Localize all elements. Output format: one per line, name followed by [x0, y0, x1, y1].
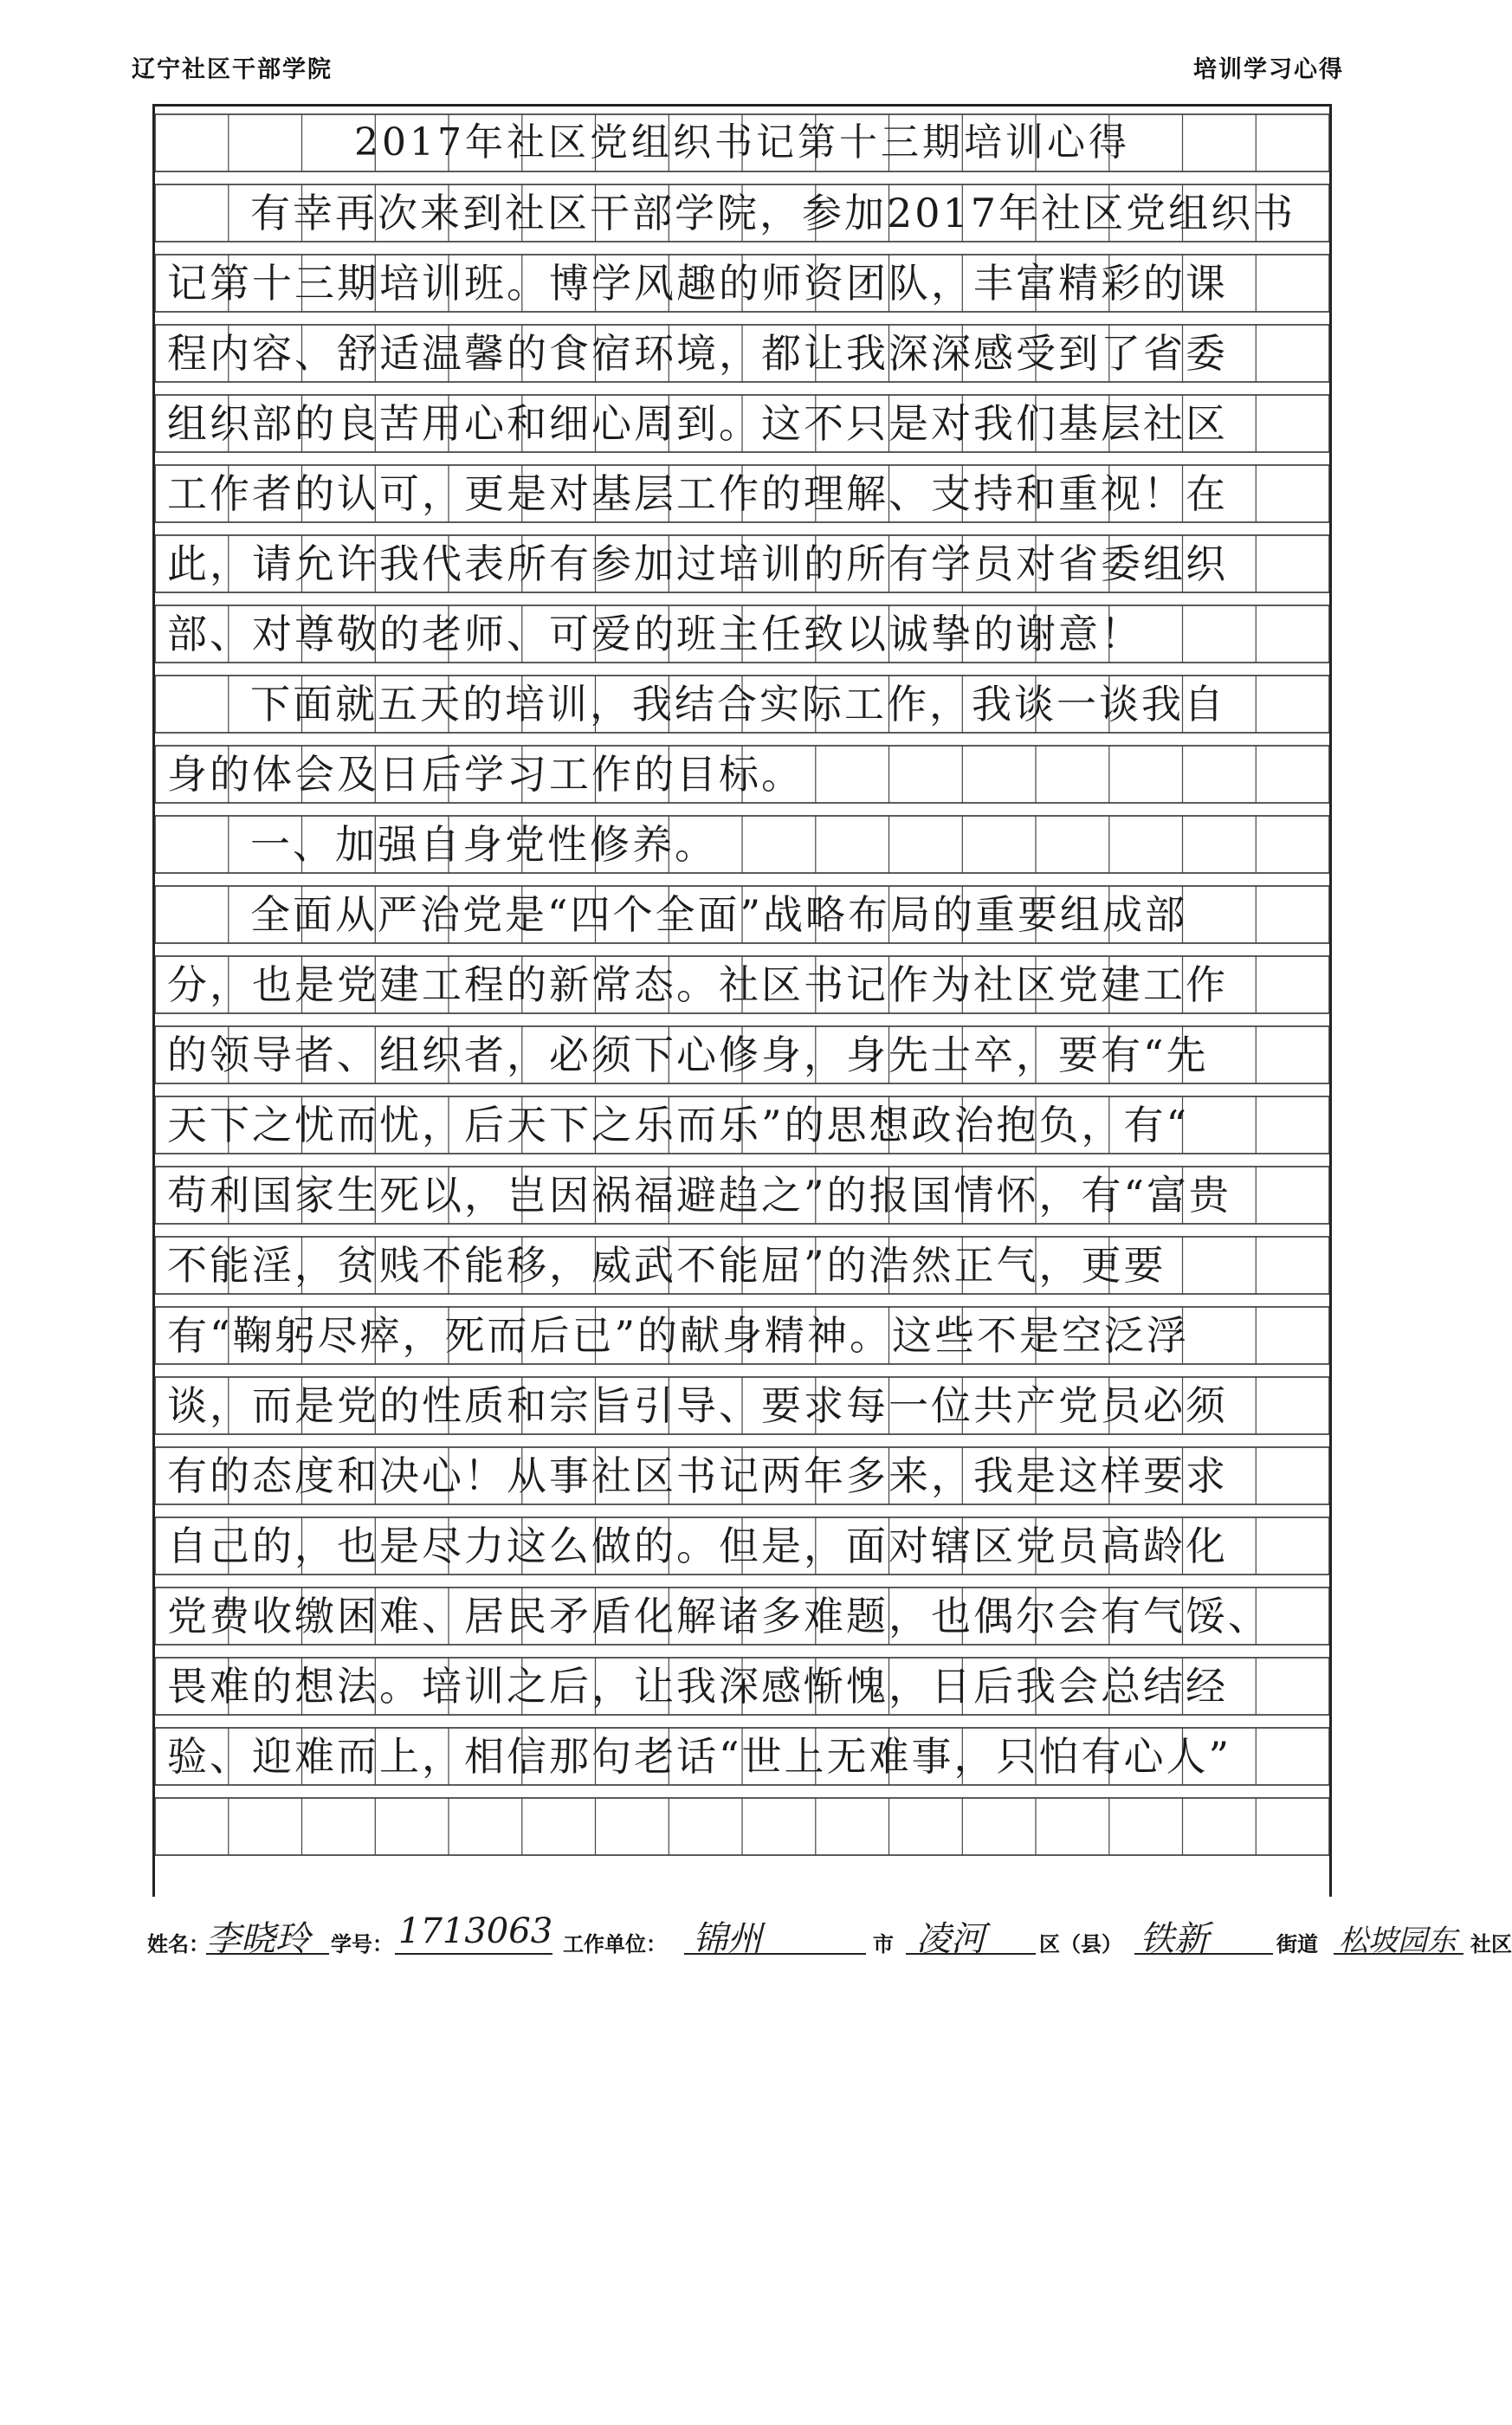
community-suffix: 社区 [1470, 1932, 1512, 1956]
community-underline [1334, 1953, 1464, 1955]
essay-line: 的领导者、组织者，必须下心修身，身先士卒，要有“先 [167, 1031, 1209, 1078]
essay-line: 谈，而是党的性质和宗旨引导、要求每一位共产党员必须 [167, 1382, 1228, 1429]
essay-line: 畏难的想法。培训之后，让我深感惭愧，日后我会总结经 [167, 1663, 1228, 1710]
district-value: 凌河 [916, 1919, 985, 1959]
street-underline [1134, 1953, 1273, 1955]
essay-line: 组织部的良苦用心和细心周到。这不只是对我们基层社区 [167, 400, 1228, 447]
name-value: 李晓玲 [206, 1919, 310, 1959]
essay-line: 全面从严治党是“四个全面”战略布局的重要组成部 [250, 891, 1188, 938]
essay-line: 苟利国家生死以，岂因祸福避趋之”的报国情怀，有“富贵 [167, 1172, 1232, 1219]
district-suffix: 区（县） [1039, 1932, 1122, 1956]
writing-grid-sheet [152, 104, 1332, 1897]
essay-line: 部、对尊敬的老师、可爱的班主任致以诚挚的谢意！ [167, 611, 1143, 657]
city-underline [684, 1953, 866, 1955]
work-unit-label: 工作单位： [563, 1932, 667, 1956]
essay-line: 此，请允许我代表所有参加过培训的所有学员对省委组织 [167, 540, 1228, 587]
author-info-footer [130, 1910, 1512, 1962]
essay-line: 自己的，也是尽力这么做的。但是，面对辖区党员高龄化 [167, 1523, 1228, 1569]
essay-line: 验、迎难而上，相信那句老话“世上无难事，只怕有心人” [167, 1733, 1232, 1780]
essay-line: 不能淫，贫贱不能移，威武不能屈”的浩然正气，更要 [167, 1242, 1166, 1289]
city-suffix: 市 [873, 1932, 894, 1956]
institution-name: 辽宁社区干部学院 [132, 56, 333, 83]
city-value: 锦州 [693, 1919, 762, 1959]
community-value: 松坡园东 [1339, 1924, 1457, 1958]
name-label: 姓名： [147, 1932, 210, 1956]
street-suffix: 街道 [1276, 1932, 1318, 1956]
district-underline [906, 1953, 1036, 1955]
document-type: 培训学习心得 [1193, 56, 1344, 83]
essay-line: 有幸再次来到社区干部学院，参加2017年社区党组织书 [250, 190, 1296, 236]
student-id-underline [395, 1953, 552, 1955]
essay-line: 身的体会及日后学习工作的目标。 [167, 751, 804, 798]
essay-line: 分，也是党建工程的新常态。社区书记作为社区党建工作 [167, 961, 1228, 1008]
essay-line: 天下之忧而忧，后天下之乐而乐”的思想政治抱负，有“ [167, 1102, 1190, 1148]
essay-line: 工作者的认可，更是对基层工作的理解、支持和重视！在 [167, 470, 1228, 517]
essay-line: 程内容、舒适温馨的食宿环境，都让我深深感受到了省委 [167, 330, 1228, 377]
student-id-value: 1713063 [398, 1911, 553, 1951]
name-underline [206, 1953, 329, 1955]
essay-line: 有“鞠躬尽瘁，死而后已”的献身精神。这些不是空泛浮 [167, 1312, 1190, 1359]
student-id-label: 学号： [331, 1932, 393, 1956]
essay-line: 党费收缴困难、居民矛盾化解诸多难题，也偶尔会有气馁、 [167, 1593, 1270, 1639]
essay-line: 有的态度和决心！从事社区书记两年多来，我是这样要求 [167, 1452, 1228, 1499]
essay-line: 下面就五天的培训，我结合实际工作，我谈一谈我自 [250, 681, 1226, 728]
essay-line: 记第十三期培训班。博学风趣的师资团队，丰富精彩的课 [167, 260, 1228, 307]
street-value: 铁新 [1140, 1919, 1209, 1959]
section-heading: 一、加强自身党性修养。 [250, 821, 717, 868]
essay-body [155, 107, 1329, 1897]
essay-title: 2017年社区党组织书记第十三期培训心得 [354, 120, 1130, 165]
